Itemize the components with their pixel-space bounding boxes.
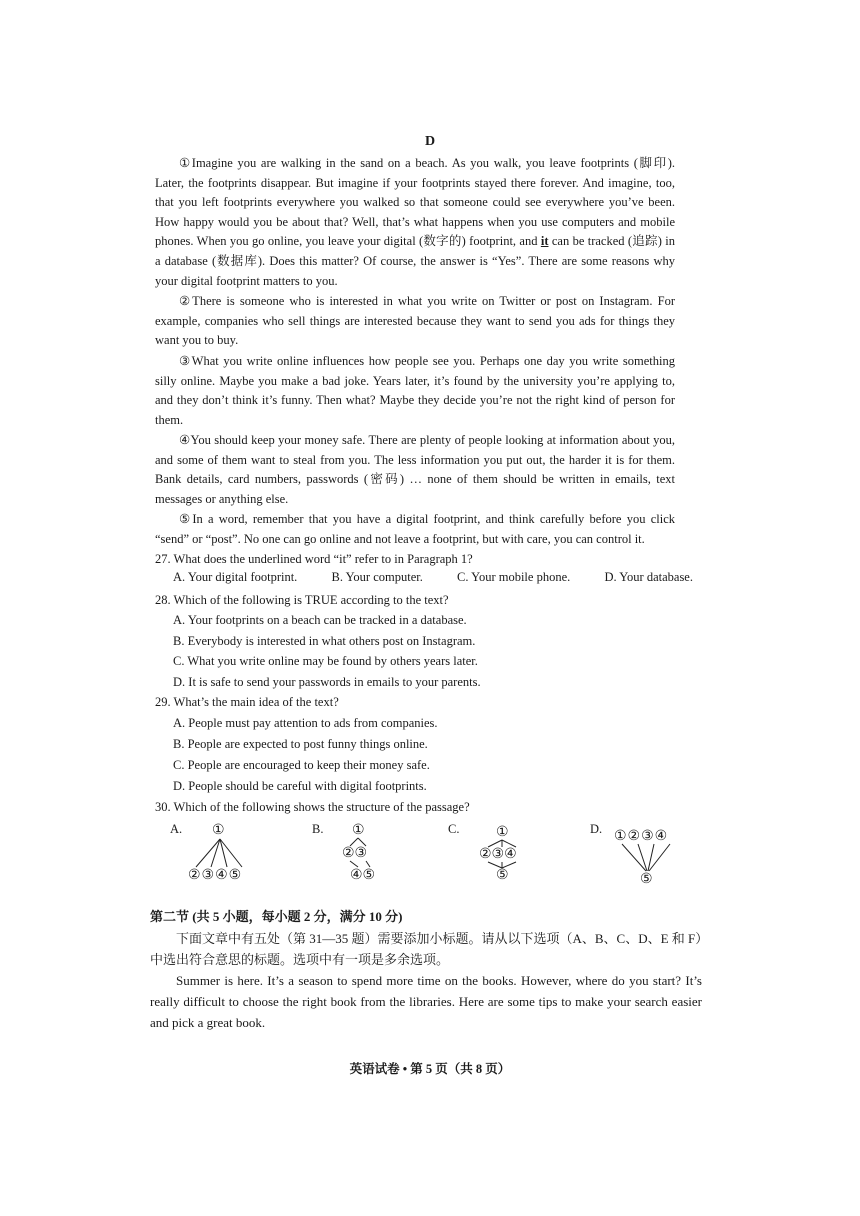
question-29-stem: 29. What’s the main idea of the text? [155, 695, 339, 709]
paragraph-1-text-end: can be tracked (追踪) in a database (数据库). Does this matter? Of course, the answer is “Yes”. There are some reasons why your digital footprint matters to you. [155, 234, 676, 288]
underlined-word-it: it [540, 234, 549, 249]
diagram-b-top: ① [352, 823, 365, 838]
paragraph-5: ⑤In a word, remember that you have a digital footprint, and think carefully before you click “send” or “post”. No one can go online and not leave a footprint, but with care, you can control it. [155, 512, 675, 546]
q27-option-d: D. Your database. [604, 570, 693, 584]
diagram-c-label: C. [448, 822, 460, 836]
structure-diagram-a [170, 822, 270, 892]
paragraph-1 [155, 154, 675, 291]
passage-heading: D [424, 134, 436, 149]
diagram-c-top: ① [496, 825, 509, 840]
diagram-d-top: ①②③④ [614, 829, 669, 844]
paragraph-2: ②There is someone who is interested in what you write on Twitter or post on Instagram. For example, companies who sell things are interested because they want to send you ads for things they want you to buy. [155, 294, 675, 348]
diagram-c-bottom: ⑤ [496, 868, 509, 883]
diagram-d-bottom: ⑤ [640, 872, 653, 887]
q28-option-d: D. It is safe to send your passwords in emails to your parents. [173, 675, 481, 689]
diagram-a-top: ① [212, 823, 225, 838]
diagram-c-middle: ②③④ [479, 847, 517, 862]
q28-option-a: A. Your footprints on a beach can be tracked in a database. [173, 613, 467, 627]
diagram-b-bottom: ④⑤ [350, 868, 376, 883]
q27-option-c: C. Your mobile phone. [457, 570, 571, 584]
page-footer: 英语试卷 • 第 5 页（共 8 页） [349, 1062, 511, 1076]
diagram-d-label: D. [590, 822, 603, 836]
diagram-b-label: B. [312, 822, 324, 836]
structure-diagram-b [312, 822, 402, 892]
diagram-a-label: A. [170, 822, 183, 836]
question-28-stem: 28. Which of the following is TRUE according to the text? [155, 593, 449, 607]
section-2-instructions: 下面文章中有五处（第 31—35 题）需要添加小标题。请从以下选项（A、B、C、D、E 和 F）中选出符合意思的标题。选项中有一项是多余选项。 [150, 931, 702, 967]
diagram-a-bottom: ②③④⑤ [188, 868, 243, 883]
q29-option-b: B. People are expected to post funny things online. [173, 737, 428, 751]
structure-diagram-c [448, 822, 548, 892]
paragraph-3: ③What you write online influences how people see you. Perhaps one day you write something silly online. Maybe you make a bad joke. Years later, it’s found by the university you’re applying to, and they don’t think it’s funny. Then what? Maybe they decide you’re not the right kind of person for them. [155, 354, 675, 427]
structure-diagram-d [590, 822, 690, 892]
question-30-stem: 30. Which of the following shows the structure of the passage? [155, 800, 470, 814]
question-27-options [173, 570, 693, 585]
q29-option-a: A. People must pay attention to ads from companies. [173, 716, 438, 730]
section-2-passage: Summer is here. It’s a season to spend more time on the books. However, where do you start? It’s really difficult to choose the right book from the libraries. Here are some tips to make your search easier and pick a great book. [150, 973, 702, 1030]
question-27-stem: 27. What does the underlined word “it” refer to in Paragraph 1? [155, 552, 473, 566]
q29-option-c: C. People are encouraged to keep their money safe. [173, 758, 430, 772]
diagram-b-middle: ②③ [342, 846, 368, 861]
paragraph-1-text: ①Imagine you are walking in the sand on a beach. As you walk, you leave footprints (脚印). Later, the footprints disappear. But imagine if your footprints stayed there forever. And imagine, too, that you left footprints everywhere you walked so that someone could see everywhere you’ve been. How happy would you be about that? Well, that’s what happens when you use computers and mobile phones. When you go online, you leave your digital (数字的) footprint, and [155, 156, 675, 249]
q28-option-b: B. Everybody is interested in what others post on Instagram. [173, 634, 476, 648]
q29-option-d: D. People should be careful with digital footprints. [173, 779, 427, 793]
paragraph-4: ④You should keep your money safe. There are plenty of people looking at information about you, and some of them want to steal from you. The less information you put out, the harder it is for them. Bank details, card numbers, passwords (密码) … none of them should be written in emails, text messages or anything else. [155, 433, 675, 506]
q27-option-a: A. Your digital footprint. [173, 570, 298, 584]
section-2-title: 第二节 (共 5 小题，每小题 2 分，满分 10 分) [150, 909, 403, 924]
q28-option-c: C. What you write online may be found by others years later. [173, 654, 478, 668]
q27-option-b: B. Your computer. [331, 570, 423, 584]
